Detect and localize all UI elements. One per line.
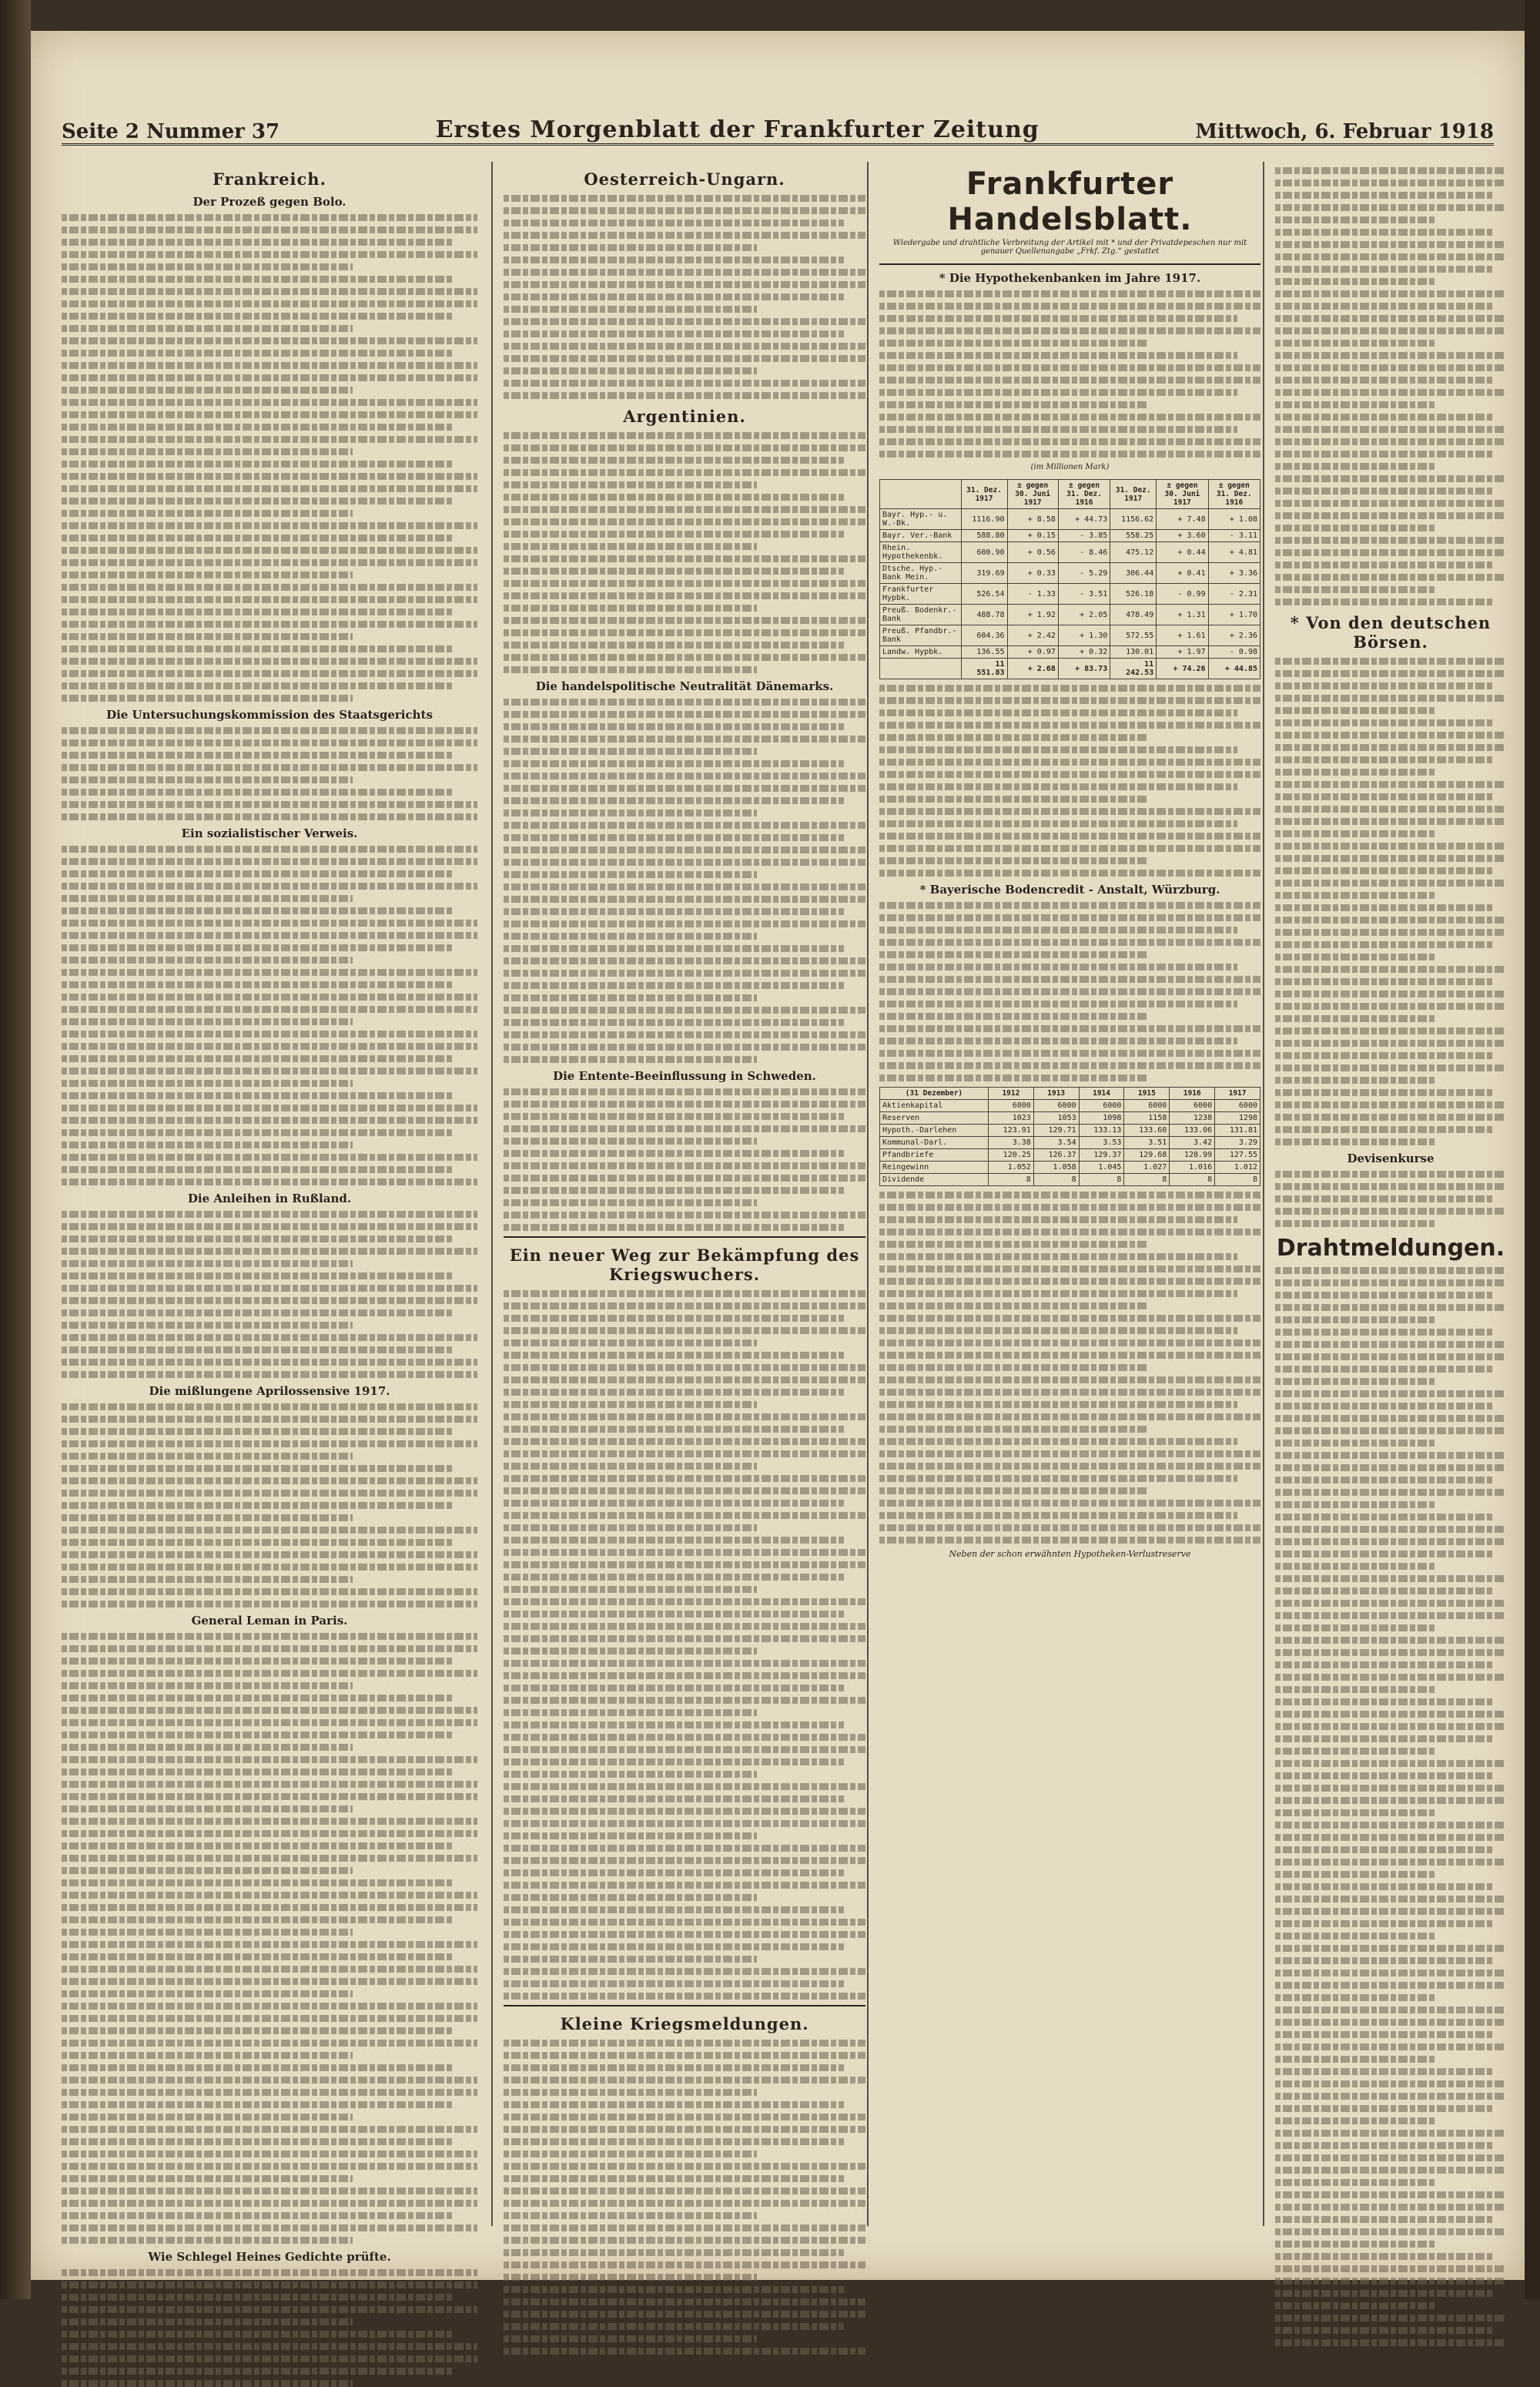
table-cell: Landw. Hypbk.: [880, 646, 962, 659]
column-oesterreich: [491, 162, 865, 2226]
table-cell: 1.058: [1033, 1162, 1079, 1174]
table-row: [880, 1137, 1260, 1149]
table-row: [880, 563, 1260, 584]
table-cell: 475.12: [1110, 542, 1157, 563]
article-body: [879, 1192, 1260, 1544]
table-cell: 306.44: [1110, 563, 1157, 584]
table-cell: 600.90: [961, 542, 1007, 563]
table-cell: - 2.31: [1208, 584, 1260, 605]
table-row: [880, 530, 1260, 542]
column-boersen: [1263, 162, 1506, 2226]
table-cell: + 1.31: [1157, 605, 1208, 625]
table-cell: Kommunal-Darl.: [880, 1137, 989, 1149]
table-cell: 1.045: [1079, 1162, 1124, 1174]
table-cell: + 44.73: [1058, 509, 1110, 530]
divider: [504, 2005, 865, 2006]
column-handelsblatt: [867, 162, 1260, 2226]
table-cell: 127.55: [1215, 1149, 1260, 1162]
page-edge: [1525, 0, 1540, 2299]
table-cell: Dtsche. Hyp.-Bank Mein.: [880, 563, 962, 584]
table-cell: 572.55: [1110, 625, 1157, 646]
table-cell: + 1.30: [1058, 625, 1110, 646]
table-cell: 1.016: [1170, 1162, 1215, 1174]
table-cell: + 2.36: [1208, 625, 1260, 646]
table-cell: 1.027: [1124, 1162, 1170, 1174]
header-masthead: Erstes Morgenblatt der Frankfurter Zeitung: [435, 116, 1040, 143]
article-heading: Wie Schlegel Heines Gedichte prüfte.: [148, 2250, 391, 2264]
table-cell: + 2.05: [1058, 605, 1110, 625]
table-cell: - 0.99: [1157, 584, 1208, 605]
table-total-cell: + 44.85: [1208, 659, 1260, 679]
table-header-cell: ± gegen 30. Juni 1917: [1157, 480, 1208, 509]
table-cell: 1.052: [988, 1162, 1033, 1174]
table-cell: 1238: [1170, 1112, 1215, 1125]
table-cell: 129.68: [1124, 1149, 1170, 1162]
table-cell: + 0.41: [1157, 563, 1208, 584]
handelsblatt-subtitle: Wiedergabe und drahtliche Verbreitung der Artikel mit * und der Privatdepeschen nur mit genauer Quellenangabe „Frkf. Ztg.“ gestattet: [892, 239, 1247, 256]
section-heading: Frankreich.: [213, 169, 326, 189]
table-cell: 1098: [1079, 1112, 1124, 1125]
page-binding: [0, 0, 31, 2299]
table-total-cell: + 83.73: [1058, 659, 1110, 679]
table-cell: 1023: [988, 1112, 1033, 1125]
section-heading: Argentinien.: [623, 407, 746, 426]
table-row: [880, 1174, 1260, 1186]
table-cell: 123.91: [988, 1125, 1033, 1137]
table-cell: + 1.92: [1007, 605, 1058, 625]
table-cell: 3.42: [1170, 1137, 1215, 1149]
table-cell: 558.25: [1110, 530, 1157, 542]
table-cell: + 1.97: [1157, 646, 1208, 659]
table-cell: 130.01: [1110, 646, 1157, 659]
table-row: [880, 646, 1260, 659]
table-cell: 6000: [988, 1100, 1033, 1112]
table-cell: 1053: [1033, 1112, 1079, 1125]
table-cell: 6000: [1079, 1100, 1124, 1112]
table-header-cell: 1912: [988, 1088, 1033, 1100]
table-cell: 8: [1215, 1174, 1260, 1186]
table-cell: 6000: [1033, 1100, 1079, 1112]
divider: [504, 1236, 865, 1238]
table-cell: Pfandbriefe: [880, 1149, 989, 1162]
article-body: [62, 727, 477, 820]
table-cell: 319.69: [961, 563, 1007, 584]
table-cell: - 3.11: [1208, 530, 1260, 542]
table-cell: 478.49: [1110, 605, 1157, 625]
article-body: [62, 1211, 477, 1378]
section-heading: * Von den deutschen Börsen.: [1290, 613, 1491, 652]
article-body: [62, 1403, 477, 1608]
table-header-cell: ± gegen 31. Dez. 1916: [1208, 480, 1260, 509]
table-header-cell: 1914: [1079, 1088, 1124, 1100]
table-cell: 129.71: [1033, 1125, 1079, 1137]
table-cell: 133.13: [1079, 1125, 1124, 1137]
table-heading: Devisenkurse: [1347, 1152, 1435, 1165]
table-cell: Bayr. Ver.-Bank: [880, 530, 962, 542]
table-cell: 128.99: [1170, 1149, 1215, 1162]
table-cell: 3.38: [988, 1137, 1033, 1149]
table-row: [880, 542, 1260, 563]
table-cell: + 0.44: [1157, 542, 1208, 563]
table-row: [880, 625, 1260, 646]
table-cell: + 3.36: [1208, 563, 1260, 584]
article-body: [62, 1633, 477, 2244]
table-cell: 6000: [1215, 1100, 1260, 1112]
table-cell: + 1.70: [1208, 605, 1260, 625]
table-cell: 133.60: [1124, 1125, 1170, 1137]
table-cell: + 2.42: [1007, 625, 1058, 646]
article-heading: Die Anleihen in Rußland.: [187, 1192, 352, 1205]
article-heading: Die Untersuchungskommission des Staatsgerichts: [106, 708, 433, 722]
table-cell: + 8.58: [1007, 509, 1058, 530]
table-cell: 1158: [1124, 1112, 1170, 1125]
article-body: [504, 1088, 865, 1231]
table-cell: 6000: [1170, 1100, 1215, 1112]
table-cell: - 3.51: [1058, 584, 1110, 605]
table-cell: + 7.48: [1157, 509, 1208, 530]
table-cell: + 0.33: [1007, 563, 1058, 584]
table-header-cell: 1917: [1215, 1088, 1260, 1100]
table-cell: 1.012: [1215, 1162, 1260, 1174]
article-body: [504, 432, 865, 673]
table-cell: Bayr. Hyp.- u. W.-Bk.: [880, 509, 962, 530]
header-page-number: Seite 2 Nummer 37: [62, 120, 280, 143]
article-body: [879, 902, 1260, 1081]
table-cell: - 0.98: [1208, 646, 1260, 659]
table-cell: 136.55: [961, 646, 1007, 659]
article-body: [504, 1290, 865, 2000]
table-cell: 8: [1124, 1174, 1170, 1186]
table-header-cell: 1915: [1124, 1088, 1170, 1100]
article-heading: Der Prozeß gegen Bolo.: [192, 195, 346, 209]
table-cell: Aktienkapital: [880, 1100, 989, 1112]
table-cell: Preuß. Bodenkr.-Bank: [880, 605, 962, 625]
table-cell: 588.80: [961, 530, 1007, 542]
handelsblatt-title: Frankfurter Handelsblatt.: [947, 166, 1193, 237]
article-body: [504, 195, 865, 399]
table-cell: - 8.46: [1058, 542, 1110, 563]
table-header-cell: 1916: [1170, 1088, 1215, 1100]
table-header-cell: 31. Dez. 1917: [1110, 480, 1157, 509]
article-heading: Die handelspolitische Neutralität Dänemarks.: [535, 679, 834, 693]
table-cell: 1116.90: [961, 509, 1007, 530]
table-cell: 1156.62: [1110, 509, 1157, 530]
devisen-table: [1275, 1171, 1506, 1227]
table-cell: 3.51: [1124, 1137, 1170, 1149]
column-frankreich: [62, 162, 477, 2264]
table-cell: 526.54: [961, 584, 1007, 605]
article-heading: Die Entente-Beeinflussung in Schweden.: [553, 1069, 816, 1083]
table-cell: 488.78: [961, 605, 1007, 625]
table-header-cell: ± gegen 30. Juni 1917: [1007, 480, 1058, 509]
table-row: [880, 1162, 1260, 1174]
header-date: Mittwoch, 6. Februar 1918: [1195, 120, 1494, 143]
table-cell: 6000: [1124, 1100, 1170, 1112]
table-cell: 604.36: [961, 625, 1007, 646]
article-body: [879, 685, 1260, 877]
table-row: [880, 509, 1260, 530]
newspaper-page: [31, 31, 1525, 2280]
table-cell: Preuß. Pfandbr.-Bank: [880, 625, 962, 646]
table-header-cell: ± gegen 31. Dez. 1916: [1058, 480, 1110, 509]
table-cell: 3.29: [1215, 1137, 1260, 1149]
table-header-cell: 31. Dez. 1917: [961, 480, 1007, 509]
table-caption: (im Millionen Mark): [1030, 463, 1110, 471]
table-cell: 129.37: [1079, 1149, 1124, 1162]
article-body: [62, 846, 477, 1185]
table-cell: Dividende: [880, 1174, 989, 1186]
table-cell: 133.06: [1170, 1125, 1215, 1137]
table-cell: + 0.15: [1007, 530, 1058, 542]
table-row: [880, 1149, 1260, 1162]
table-cell: + 0.97: [1007, 646, 1058, 659]
table-header-cell: 1913: [1033, 1088, 1079, 1100]
section-heading: Oesterreich-Ungarn.: [584, 169, 785, 189]
table-cell: + 0.56: [1007, 542, 1058, 563]
table-cell: + 1.61: [1157, 625, 1208, 646]
table-total-cell: 11 551.83: [961, 659, 1007, 679]
article-body: [1275, 1267, 1506, 2346]
hypothekenbanken-table: [879, 479, 1260, 679]
table-cell: Reserven: [880, 1112, 989, 1125]
table-row: [880, 584, 1260, 605]
continuation-note: Neben der schon erwähnten Hypotheken-Verlustreserve: [949, 1549, 1191, 1559]
table-cell: 131.81: [1215, 1125, 1260, 1137]
table-cell: 3.54: [1033, 1137, 1079, 1149]
table-cell: 8: [1079, 1174, 1124, 1186]
table-cell: + 0.32: [1058, 646, 1110, 659]
table-cell: Rhein. Hypothekenbk.: [880, 542, 962, 563]
table-cell: 526.18: [1110, 584, 1157, 605]
table-cell: 3.53: [1079, 1137, 1124, 1149]
table-header-cell: [880, 480, 962, 509]
table-cell: - 1.33: [1007, 584, 1058, 605]
article-heading: * Die Hypothekenbanken im Jahre 1917.: [939, 271, 1201, 285]
table-row: [880, 1100, 1260, 1112]
table-total-cell: + 2.68: [1007, 659, 1058, 679]
drahtmeldungen-heading: Drahtmeldungen.: [1276, 1235, 1505, 1262]
table-cell: + 1.08: [1208, 509, 1260, 530]
table-total-cell: + 74.26: [1157, 659, 1208, 679]
bodencredit-table: [879, 1087, 1260, 1186]
table-cell: 1298: [1215, 1112, 1260, 1125]
article-heading: * Bayerische Bodencredit - Anstalt, Würzburg.: [919, 883, 1220, 897]
article-body: [1275, 658, 1506, 1145]
table-cell: 8: [1170, 1174, 1215, 1186]
table-cell: 8: [988, 1174, 1033, 1186]
article-body: [504, 2040, 865, 2355]
table-cell: 8: [1033, 1174, 1079, 1186]
table-row: [880, 1112, 1260, 1125]
article-body: [62, 2269, 477, 2387]
article-heading: Die mißlungene Aprilossensive 1917.: [149, 1384, 390, 1398]
table-header-cell: (31 Dezember): [880, 1088, 989, 1100]
table-cell: Frankfurter Hypbk.: [880, 584, 962, 605]
table-total-cell: 11 242.53: [1110, 659, 1157, 679]
article-body: [62, 214, 477, 702]
table-cell: Reingewinn: [880, 1162, 989, 1174]
table-cell: - 3.85: [1058, 530, 1110, 542]
table-row: [880, 605, 1260, 625]
article-body: [504, 699, 865, 1063]
table-row: [880, 1125, 1260, 1137]
section-heading: Ein neuer Weg zur Bekämpfung des Kriegswuchers.: [509, 1245, 860, 1284]
article-body: [879, 290, 1260, 458]
divider: [879, 263, 1260, 265]
article-heading: Ein sozialistischer Verweis.: [181, 826, 358, 840]
table-cell: - 5.29: [1058, 563, 1110, 584]
section-heading: Kleine Kriegsmeldungen.: [560, 2014, 809, 2033]
page-header: [62, 105, 1494, 146]
article-body: [1275, 167, 1506, 605]
table-cell: 126.37: [1033, 1149, 1079, 1162]
table-cell: Hypoth.-Darlehen: [880, 1125, 989, 1137]
table-cell: + 4.81: [1208, 542, 1260, 563]
table-cell: 120.25: [988, 1149, 1033, 1162]
article-heading: General Leman in Paris.: [191, 1614, 348, 1628]
table-cell: + 3.60: [1157, 530, 1208, 542]
